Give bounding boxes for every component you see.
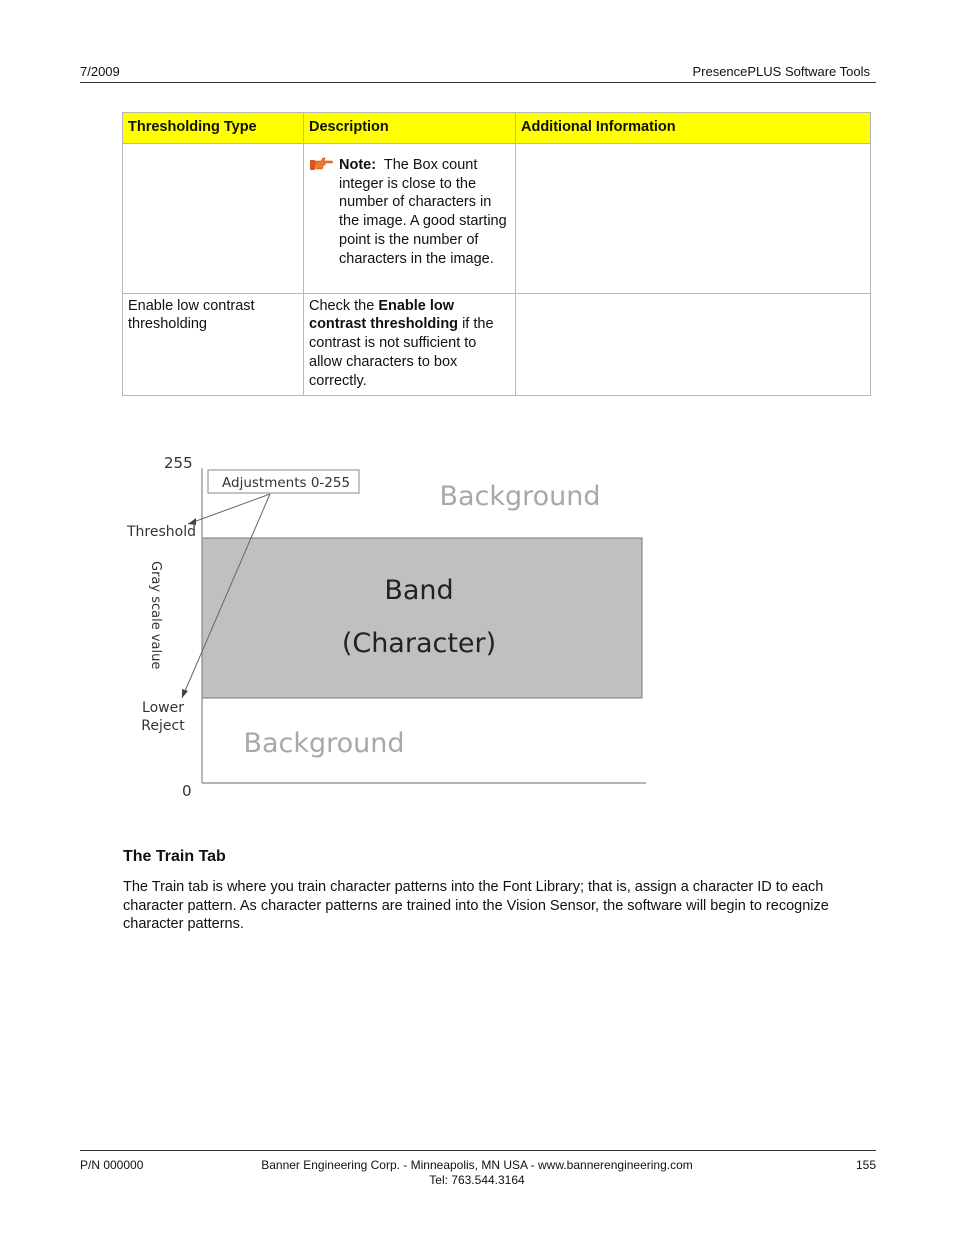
pointing-hand-icon [309, 156, 339, 178]
table-row [123, 143, 871, 293]
table-header-row [123, 113, 871, 144]
band-label-line2: (Character) [341, 628, 497, 659]
adjustments-label: Adjustments 0-255 [222, 475, 351, 491]
footer-rule [80, 1150, 876, 1151]
lower-label-2: Reject [141, 718, 185, 734]
row2-desc-pre: Check the [309, 297, 379, 314]
background-bottom-label: Background [243, 728, 405, 759]
note-block [309, 147, 510, 289]
footer-tel: Tel: 763.544.3164 [429, 1173, 525, 1187]
row2-desc-bold: Enable low contrast thresholding [309, 297, 459, 333]
note-label: Note: [339, 156, 377, 173]
column-header-description: Description [304, 113, 516, 144]
footer-center [0, 1158, 954, 1188]
header-rule [80, 82, 876, 83]
header-title: PresencePLUS Software Tools [692, 64, 870, 79]
lower-label-1: Lower [142, 700, 184, 716]
footer-company: Banner Engineering Corp. - Minneapolis, MN USA - www.bannerengineering.com [261, 1158, 693, 1172]
note-text-block [339, 156, 510, 289]
header-date: 7/2009 [80, 64, 120, 79]
section-body: The Train tab is where you train character patterns into the Font Library; that is, assign a character ID to each character pattern. As character patterns are trained into the Vision Sensor, the software will begin to recognize character patterns. [123, 879, 829, 933]
threshold-diagram [118, 448, 658, 808]
threshold-pointer-line [188, 494, 270, 524]
y-top-label: 255 [164, 454, 193, 472]
table-cell-type: Enable low contrast thresholding [123, 293, 304, 395]
footer-part-number: P/N 000000 [80, 1158, 144, 1172]
thresholding-table [122, 112, 871, 396]
table-cell-additional [516, 143, 871, 293]
background-top-label: Background [439, 481, 601, 512]
lower-arrowhead [182, 689, 188, 698]
axis-label: Gray scale value [148, 561, 163, 670]
threshold-label: Threshold [127, 524, 196, 540]
table-cell-type [123, 143, 304, 293]
table-cell-description [304, 293, 516, 395]
column-header-additional: Additional Information [516, 113, 871, 144]
y-bottom-label: 0 [182, 782, 192, 800]
table-cell-description [304, 143, 516, 293]
section-title: The Train Tab [123, 848, 226, 865]
band-rect [202, 538, 642, 698]
column-header-type: Thresholding Type [123, 113, 304, 144]
table-cell-additional [516, 293, 871, 395]
footer-page-number: 155 [855, 1158, 876, 1172]
band-label-line1: Band [384, 575, 454, 606]
table-row [123, 293, 871, 395]
row2-desc-post: if the contrast is not sufficient to allow characters to box correctly. [309, 316, 494, 389]
note-body: The Box count integer is close to the number of characters in the image. A good starting point is the number of characters in the image. [339, 156, 507, 267]
